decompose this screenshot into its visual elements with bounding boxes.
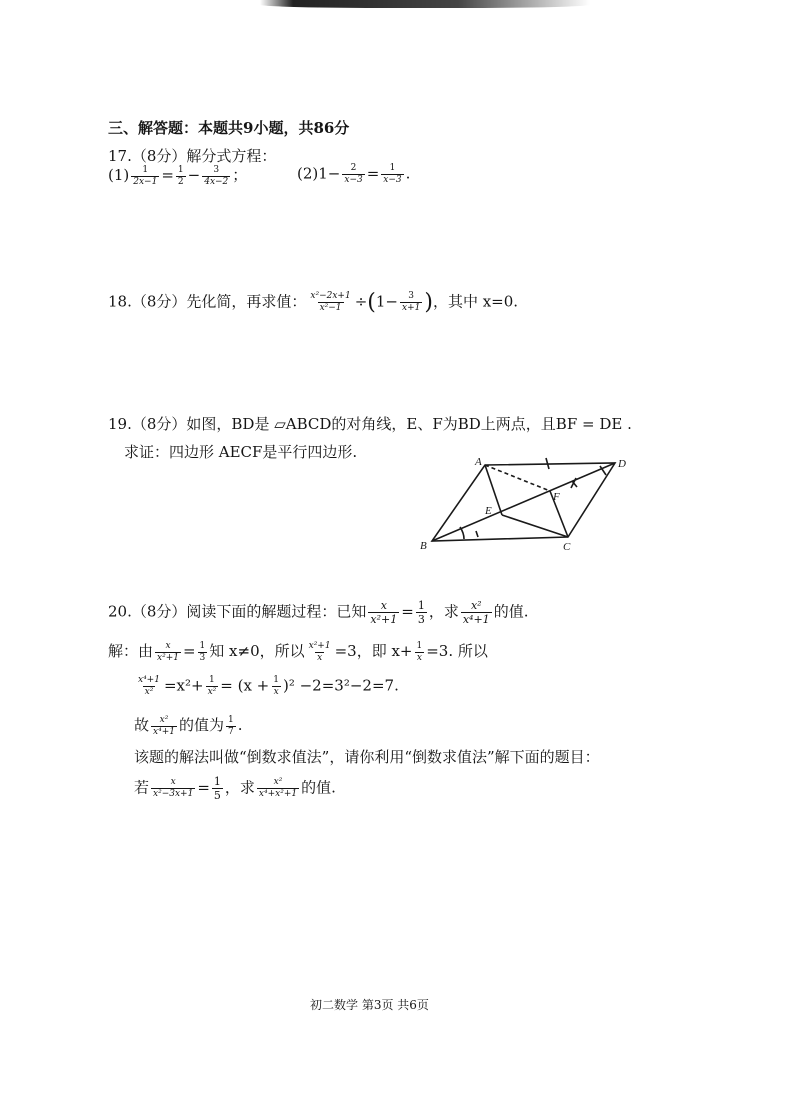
scan-mark bbox=[260, 0, 590, 8]
q20-l2-frac: $\frac{\text{x⁴+1}}{\text{x²}}$ bbox=[138, 675, 160, 697]
label-f: F bbox=[553, 491, 560, 503]
q20-l5-frac: $\frac{x}{\text{x²−3x+1}}$ bbox=[153, 777, 194, 799]
section-title: 三、解答题：本题共9小题，共86分 bbox=[108, 119, 350, 137]
segment-af bbox=[485, 465, 550, 491]
q17-part2: (2)1− $\frac{2}{x-3}$ = $\frac{1}{x-3}$ . bbox=[297, 163, 411, 185]
q17-p2-frac1: $\frac{2}{x-3}$ bbox=[344, 163, 363, 185]
q17-label: 17.（8分）解分式方程： bbox=[108, 147, 277, 165]
q20-solution-line4: 该题的解法叫做“倒数求值法”，请你利用“倒数求值法”解下面的题目： bbox=[134, 748, 600, 766]
q20-solution-line5: 若 $\frac{x}{\text{x²−3x+1}}$ = $\frac{1}{5}$ ，求 $\frac{\text{x²}}{\text{x⁴+x²+1}}$ 的值. bbox=[134, 775, 336, 802]
q20-l3-value: $\frac{1}{7}$ bbox=[227, 714, 234, 737]
q20-s-frac: $\frac{x}{\text{x²+1}}$ bbox=[157, 640, 179, 663]
angle-mark-b bbox=[460, 527, 464, 539]
label-a: A bbox=[475, 456, 482, 468]
q19-line2: 求证：四边形 AECF是平行四边形. bbox=[124, 443, 358, 461]
q20-solution-line1: 解：由 $\frac{x}{\text{x²+1}}$ = $\frac{1}{3}$ 知 x≠0，所以 $\frac{\text{x²+1}}{x}$ =3，即 x+ $\frac{1}{x}$ =3. 所以 bbox=[108, 640, 488, 663]
q20-solution-line2: $\frac{\text{x⁴+1}}{\text{x²}}$ =x²+ $\frac{1}{\text{x²}}$ = (x + $\frac{1}{x}$ )² −2=3²−2=7. bbox=[138, 675, 399, 697]
q17-p2-prefix: (2) bbox=[297, 164, 319, 183]
tick-be bbox=[476, 531, 478, 537]
q20-given-value: $\frac{1}{3}$ bbox=[417, 599, 425, 626]
q17-p1-prefix: (1) bbox=[108, 166, 130, 184]
q18-line: 18.（8分）先化简，再求值： $\frac{\text{x²−2x+1}}{\text{x²−1}}$ ÷(1− $\frac{3}{x+1}$ )，其中 x=0. bbox=[108, 290, 519, 315]
label-e: E bbox=[485, 505, 492, 517]
label-d: D bbox=[618, 458, 626, 470]
page-footer: 初二数学 第3页 共6页 bbox=[310, 998, 429, 1012]
q20-solution-line3: 故 $\frac{\text{x²}}{\text{x⁴+1}}$ 的值为 $\frac{1}{7}$ . bbox=[134, 714, 243, 737]
parallelogram-figure bbox=[420, 455, 640, 555]
q20-l2-frac2: $\frac{1}{\text{x²}}$ bbox=[207, 675, 217, 697]
segment-ec bbox=[502, 515, 568, 537]
q18-frac2: $\frac{3}{x+1}$ bbox=[402, 291, 421, 313]
q20-l3-frac: $\frac{\text{x²}}{\text{x⁴+1}}$ bbox=[153, 714, 175, 737]
q18-label: 18.（8分）先化简，再求值： bbox=[108, 292, 307, 311]
q20-l2-frac3: $\frac{1}{x}$ bbox=[273, 675, 279, 697]
q17-p2-frac2: $\frac{1}{x-3}$ bbox=[383, 163, 402, 185]
q20-label: 20.（8分）阅读下面的解题过程：已知 bbox=[108, 602, 367, 621]
label-b: B bbox=[420, 540, 427, 552]
q20-s-frac2: $\frac{\text{x²+1}}{x}$ bbox=[308, 640, 331, 663]
q17-part1: (1) $\frac{1}{2x-1}$ = $\frac{1}{2}$ − $\frac{3}{4x-2}$ ； bbox=[108, 164, 248, 187]
q20-l5-value: $\frac{1}{5}$ bbox=[213, 775, 221, 802]
q19-line1: 19.（8分）如图，BD是 ▱ABCD的对角线，E、F为BD上两点，且BF = DE . bbox=[108, 415, 632, 433]
tick-f2 bbox=[571, 478, 576, 488]
q20-given-frac: $\frac{x}{\text{x²+1}}$ bbox=[370, 599, 398, 626]
q20-line1: 20.（8分）阅读下面的解题过程：已知 $\frac{x}{\text{x²+1}}$ = $\frac{1}{3}$ ，求 $\frac{\text{x²}}{\text{x⁴+1}}$ 的值. bbox=[108, 599, 529, 626]
q17-p1-frac3: $\frac{3}{4x-2}$ bbox=[204, 164, 229, 187]
q18-frac1: $\frac{\text{x²−2x+1}}{\text{x²−1}}$ bbox=[310, 291, 351, 313]
q17-p1-frac2: $\frac{1}{2}$ bbox=[177, 164, 184, 187]
q17-p1-frac1: $\frac{1}{2x-1}$ bbox=[133, 164, 158, 187]
q20-ask-frac: $\frac{\text{x²}}{\text{x⁴+1}}$ bbox=[462, 599, 490, 626]
label-c: C bbox=[563, 541, 571, 553]
q20-l5-ask-frac: $\frac{\text{x²}}{\text{x⁴+x²+1}}$ bbox=[258, 777, 298, 799]
q20-s-frac3: $\frac{1}{x}$ bbox=[416, 640, 423, 663]
q20-s-value: $\frac{1}{3}$ bbox=[199, 640, 206, 663]
